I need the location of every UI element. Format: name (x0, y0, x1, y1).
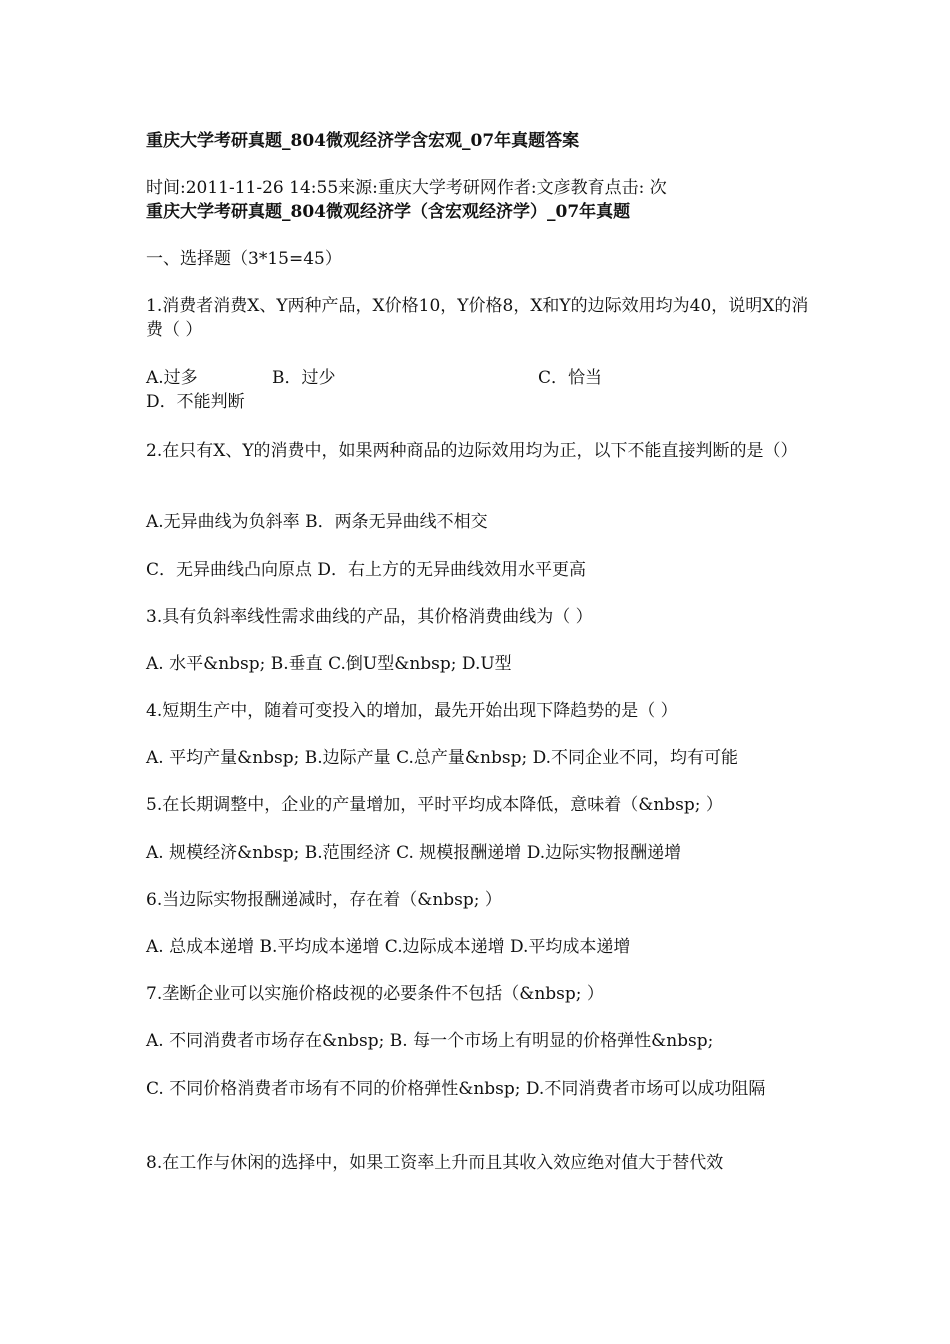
question-7-options-2: C. 不同价格消费者市场有不同的价格弹性&nbsp; D.不同消费者市场可以成功阻隔 (146, 1079, 766, 1099)
question-6-options: A. 总成本递增 B.平均成本递增 C.边际成本递增 D.平均成本递增 (146, 937, 631, 957)
question-1: 1.消费者消费X、Y两种产品，X价格10，Y价格8，X和Y的边际效用均为40，说明X的消费（ ） (146, 296, 809, 340)
question-8: 8.在工作与休闲的选择中，如果工资率上升而且其收入效应绝对值大于替代效 (146, 1153, 724, 1173)
question-5-options: A. 规模经济&nbsp; B.范围经济 C. 规模报酬递增 D.边际实物报酬递增 (146, 843, 682, 863)
question-5: 5.在长期调整中，企业的产量增加，平时平均成本降低，意味着（&nbsp; ） (146, 795, 723, 815)
document-title: 重庆大学考研真题_804微观经济学含宏观_07年真题答案 (146, 131, 580, 151)
question-2-options-1: A.无异曲线为负斜率 B．两条无异曲线不相交 (146, 512, 488, 532)
article-meta: 时间:2011-11-26 14:55来源:重庆大学考研网作者:文彦教育点击: 次 (146, 178, 667, 198)
option-b: B．过少 (272, 368, 336, 388)
option-a: A.过多 (146, 368, 198, 388)
question-1-options (146, 368, 602, 388)
question-7: 7.垄断企业可以实施价格歧视的必要条件不包括（&nbsp; ） (146, 984, 604, 1004)
question-2-options-2: C．无异曲线凸向原点 D．右上方的无异曲线效用水平更高 (146, 560, 587, 580)
question-6: 6.当边际实物报酬递减时，存在着（&nbsp; ） (146, 890, 502, 910)
question-4-options: A. 平均产量&nbsp; B.边际产量 C.总产量&nbsp; D.不同企业不同，均有可能 (146, 748, 739, 768)
question-2: 2.在只有X、Y的消费中，如果两种商品的边际效用均为正，以下不能直接判断的是（） (146, 441, 798, 461)
question-4: 4.短期生产中，随着可变投入的增加，最先开始出现下降趋势的是（ ） (146, 701, 678, 721)
exam-subtitle: 重庆大学考研真题_804微观经济学（含宏观经济学）_07年真题 (146, 202, 631, 222)
option-c: C．恰当 (538, 368, 603, 388)
section-heading: 一、选择题（3*15=45） (146, 249, 342, 269)
question-3: 3.具有负斜率线性需求曲线的产品，其价格消费曲线为（ ） (146, 607, 593, 627)
question-7-options-1: A. 不同消费者市场存在&nbsp; B. 每一个市场上有明显的价格弹性&nbsp; (146, 1031, 714, 1051)
option-d: D．不能判断 (146, 392, 245, 412)
question-3-options: A. 水平&nbsp; B.垂直 C.倒U型&nbsp; D.U型 (146, 654, 512, 674)
